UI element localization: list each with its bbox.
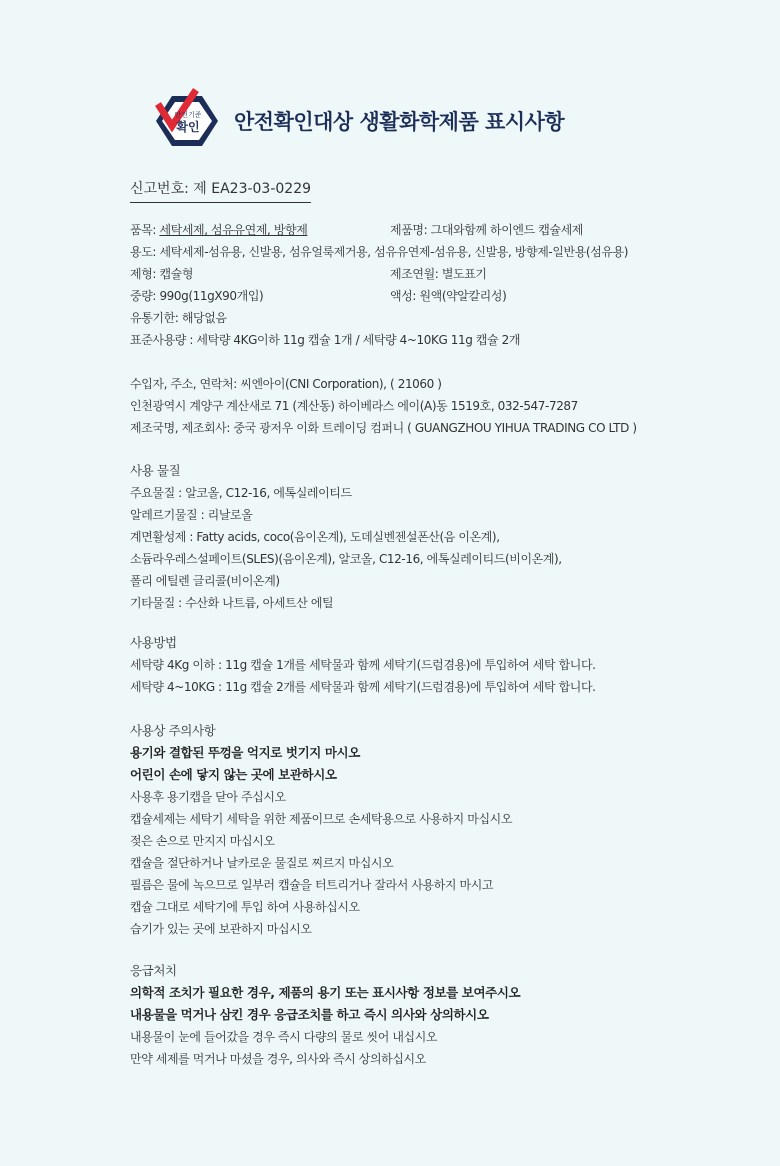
caution-line: 사용후 용기캡을 닫아 주십시오 <box>130 790 286 804</box>
importer-address: 인천광역시 계양구 계산새로 71 (계산동) 하이베라스 에이(A)동 1519호, 032-547-7287 <box>130 399 578 413</box>
standard-usage: 표준사용량 : 세탁량 4KG이하 11g 캡슐 1개 / 세탁량 4~10KG 11g 캡슐 2개 <box>130 333 521 347</box>
section-heading: 사용상 주의사항 <box>130 723 216 738</box>
product-row-4 <box>130 285 628 307</box>
emergency-line: 만약 세제를 먹거나 마셨을 경우, 의사와 즉시 상의하십시오 <box>130 1052 426 1066</box>
liquid-property: 액성: 원액(약알칼리성) <box>390 289 507 303</box>
item-label: 품목: <box>130 223 160 237</box>
section-heading: 사용방법 <box>130 635 177 650</box>
importer-info <box>130 373 637 439</box>
caution-line: 필름은 물에 녹으므로 일부러 캡슐을 터트리거나 잘라서 사용하지 마시고 <box>130 878 494 892</box>
manufacture-date: 제조연월: 별도표기 <box>390 267 487 281</box>
usage-purpose: 용도: 세탁세제-섬유용, 신발용, 섬유얼룩제거용, 섬유유연제-섬유용, 신발용, 방향제-일반용(섬유용) <box>130 245 629 259</box>
cautions-section <box>130 720 512 940</box>
caution-line: 캡슐 그대로 세탁기에 투입 하여 사용하십시오 <box>130 900 360 914</box>
emergency-section <box>130 960 520 1070</box>
product-row-3 <box>130 263 628 285</box>
importer-line: 수입자, 주소, 연락처: 씨엔아이(CNI Corporation), ( 21060 ) <box>130 377 442 391</box>
badge-text-top: 안전기준 <box>174 111 202 119</box>
section-heading: 사용 물질 <box>130 463 181 478</box>
usage-section <box>130 632 596 698</box>
caution-bold: 어린이 손에 닿지 않는 곳에 보관하시오 <box>130 767 337 782</box>
manufacturer-line: 제조국명, 제조회사: 중국 광저우 이화 트레이딩 컴퍼니 ( GUANGZHOU YIHUA TRADING CO LTD ) <box>130 421 637 435</box>
weight: 중량: 990g(11gX90개입) <box>130 289 264 303</box>
emergency-bold: 의학적 조치가 필요한 경우, 제품의 용기 또는 표시사항 정보를 보여주시오 <box>130 985 521 1000</box>
header <box>152 86 564 156</box>
substance-line: 계면활성제 : Fatty acids, coco(음이온계), 도데실벤젠설폰산(음 이온계), <box>130 530 500 544</box>
substance-line: 주요물질 : 알코올, C12-16, 에톡실레이티드 <box>130 486 352 500</box>
substances-section <box>130 460 562 614</box>
expiry: 유통기한: 해당없음 <box>130 311 227 325</box>
substance-line: 기타물질 : 수산화 나트륨, 아세트산 에틸 <box>130 596 334 610</box>
caution-bold: 용기와 결합된 뚜껑을 억지로 벗기지 마시오 <box>130 745 360 760</box>
item-value: 세탁세제, 섬유유연제, 방향제 <box>159 223 308 237</box>
substance-line: 알레르기물질 : 리날로올 <box>130 508 253 522</box>
caution-line: 젖은 손으로 만지지 마십시오 <box>130 834 275 848</box>
page-title: 안전확인대상 생활화학제품 표시사항 <box>234 110 565 134</box>
safety-check-logo <box>152 86 222 156</box>
safety-badge-icon <box>152 86 222 156</box>
emergency-bold: 내용물을 먹거나 삼킨 경우 응급조치를 하고 즉시 의사와 상의하시오 <box>130 1007 489 1022</box>
badge-text-main: 확인 <box>176 120 200 134</box>
emergency-line: 내용물이 눈에 들어갔을 경우 즉시 다량의 물로 씻어 내십시오 <box>130 1030 438 1044</box>
substance-line: 소듐라우레스설페이트(SLES)(음이온계), 알코올, C12-16, 에톡실레이티드(비이온계), <box>130 552 562 566</box>
substance-line: 폴리 에틸렌 글리콜(비이온계) <box>130 574 280 588</box>
caution-line: 습기가 있는 곳에 보관하지 마십시오 <box>130 922 312 936</box>
usage-line: 세탁량 4Kg 이하 : 11g 캡슐 1개를 세탁물과 함께 세탁기(드럼겸용)에 투입하여 세탁 합니다. <box>130 658 596 672</box>
caution-line: 캡슐세제는 세탁기 세탁을 위한 제품이므로 손세탁용으로 사용하지 마십시오 <box>130 812 513 826</box>
product-name: 제품명: 그대와함께 하이엔드 캡슐세제 <box>390 223 583 237</box>
product-info <box>130 219 628 351</box>
form-type: 제형: 캡슐형 <box>130 267 194 281</box>
caution-line: 캡슐을 절단하거나 날카로운 물질로 찌르지 마십시오 <box>130 856 394 870</box>
report-number: 신고번호: 제 EA23-03-0229 <box>130 178 311 203</box>
section-heading: 응급처치 <box>130 963 177 978</box>
product-row-1 <box>130 219 628 241</box>
usage-line: 세탁량 4~10KG : 11g 캡슐 2개를 세탁물과 함께 세탁기(드럼겸용)에 투입하여 세탁 합니다. <box>130 680 596 694</box>
